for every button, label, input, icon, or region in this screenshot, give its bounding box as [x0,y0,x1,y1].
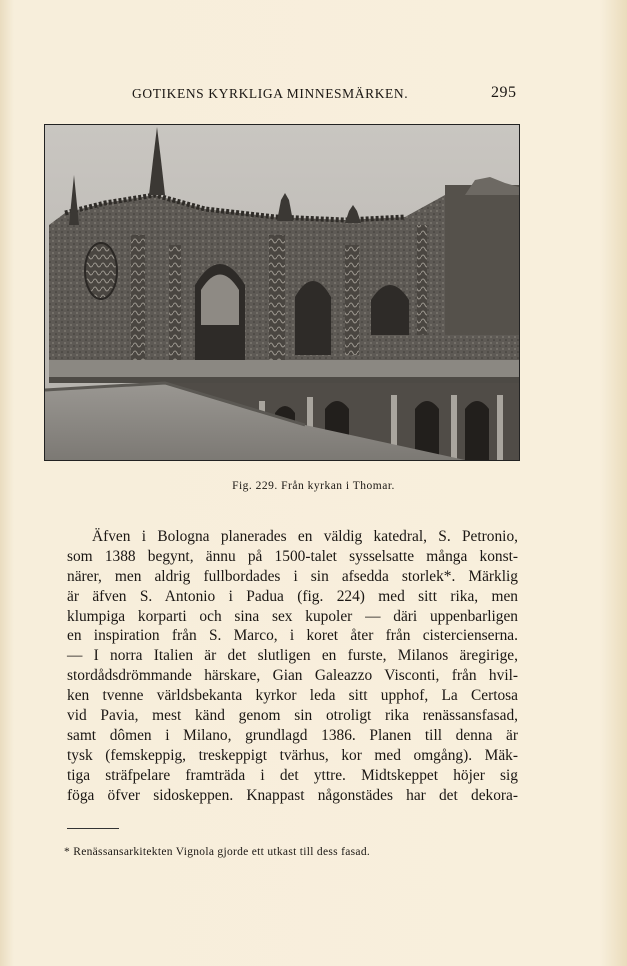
church-photo-illustration [45,125,519,460]
text-line: Äfven i Bologna planerades en väldig katedral, S. Petronio, [92,528,518,545]
text-line: samt dômen i Milano, grundlagd 1386. Planen till denna är [67,726,518,744]
text-line: stordådsdrömmande härskare, Gian Galeazzo Visconti, från hvil- [67,667,518,685]
text-line: en inspiration från S. Marco, i koret åter från cistercienserna. [67,627,518,645]
header-title: GOTIKENS KYRKLIGA MINNESMÄRKEN. [132,86,409,101]
footnote: * Renässansarkitekten Vignola gjorde ett utkast till dess fasad. [64,846,371,858]
text-line: vid Pavia, mest känd genom sin otroligt rika renässansfasad, [67,707,518,725]
footnote-divider [67,828,119,829]
text-line: — I norra Italien är det slutligen en furste, Milanos äregirige, [67,647,518,665]
text-line: ken tvenne världsbekanta kyrkor leda sitt upphof, La Certosa [67,687,518,705]
figure-photograph [44,124,520,461]
text-line: tysk (femskeppig, treskeppigt tvärhus, kor med omgång). Mäk- [67,746,518,764]
figure-caption: Fig. 229. Från kyrkan i Thomar. [232,480,395,492]
text-line: klumpiga korparti och sina sex kupoler — däri uppenbarligen [67,607,518,625]
text-line: närer, men aldrig fullbordades i sin afsedda storlek*. Märklig [67,567,518,585]
page-number: 295 [491,84,517,101]
text-line: som 1388 begynt, ännu på 1500-talet sysselsatte många konst- [67,547,518,565]
body-paragraph [67,527,518,805]
text-line: tiga sträfpelare framträda i det yttre. Midtskeppet höjer sig [67,766,518,784]
text-line: är äfven S. Antonio i Padua (fig. 224) med sitt rika, men [67,587,518,605]
text-line: föga öfver sidoskeppen. Knappast någonstädes har det dekora- [67,786,518,804]
